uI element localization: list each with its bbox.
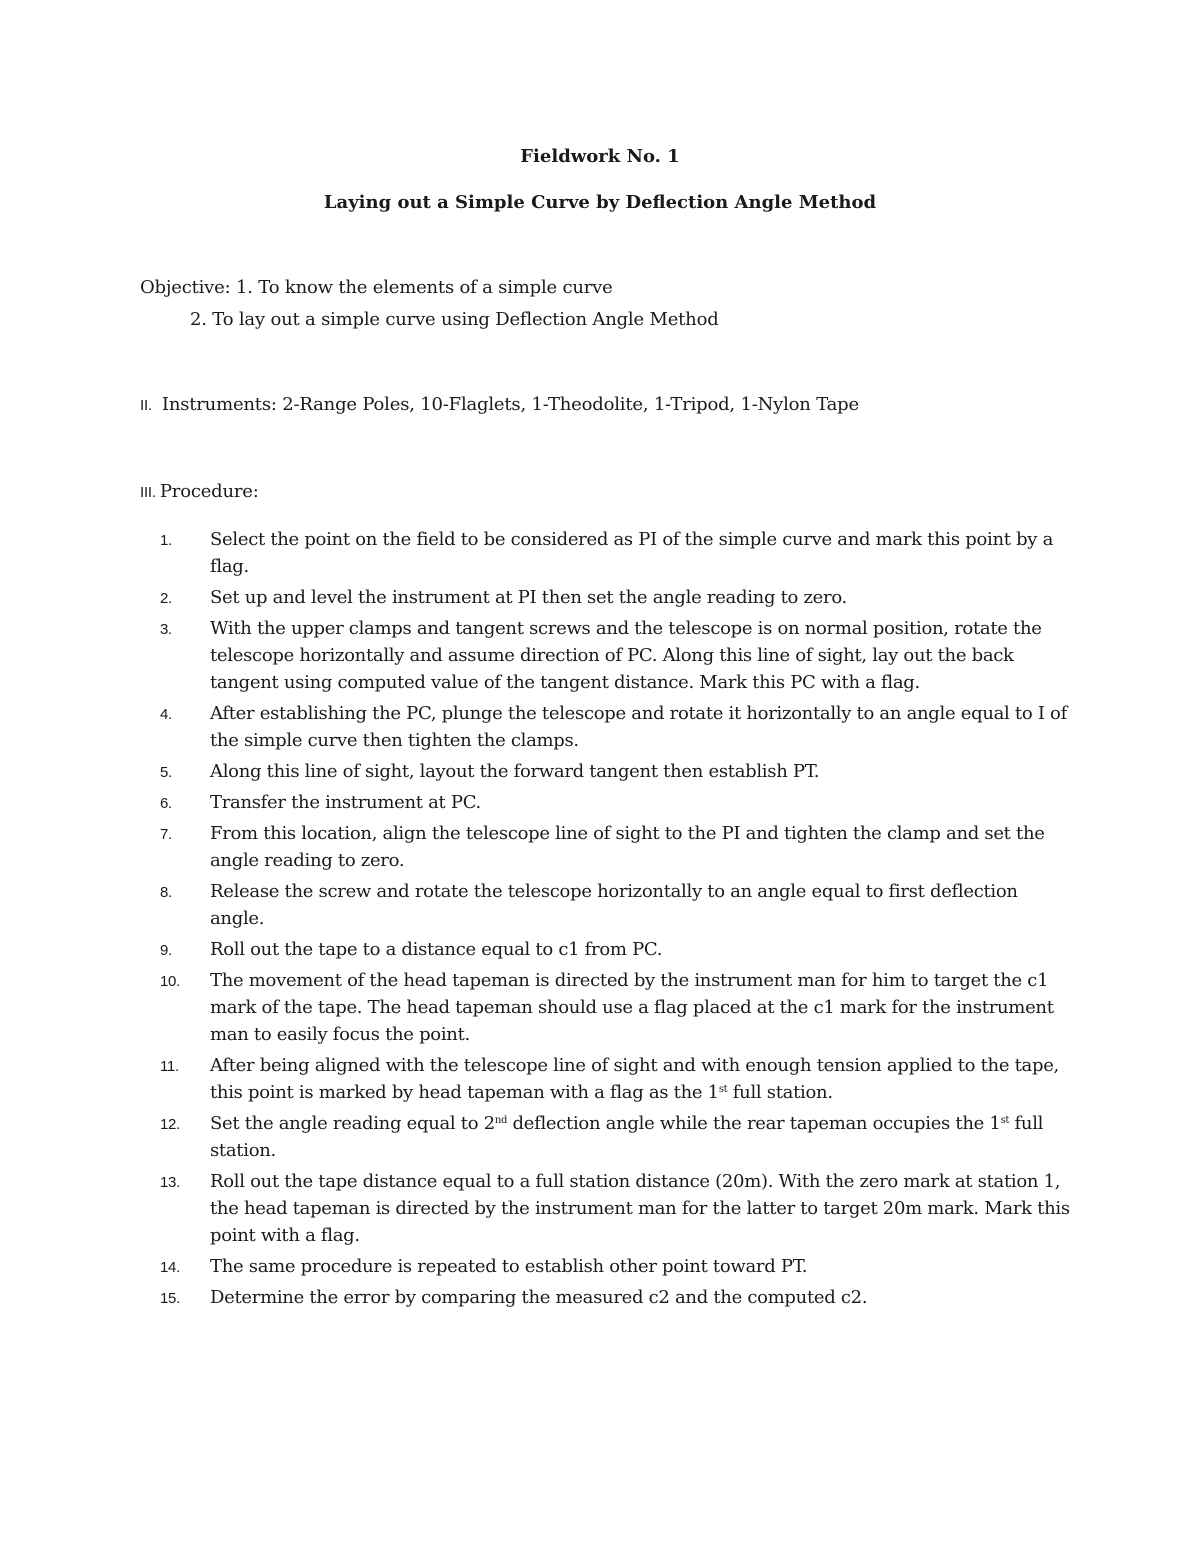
- step-number: 1.: [160, 532, 172, 549]
- step-text: Set up and level the instrument at PI then set the angle reading to zero.: [210, 587, 847, 608]
- step-text: After establishing the PC, plunge the telescope and rotate it horizontally to an angle equal to I of the simple curve then tighten the clamps.: [210, 703, 1067, 751]
- step-number: 3.: [160, 621, 172, 638]
- list-item: [0, 700, 1070, 754]
- instruments-text: Instruments: 2-Range Poles, 10-Flaglets, 1-Theodolite, 1-Tripod, 1-Nylon Tape: [161, 394, 859, 415]
- ordinal-suffix: st: [718, 1084, 728, 1095]
- procedure-label: Procedure:: [159, 481, 259, 502]
- step-number: 8.: [160, 884, 172, 901]
- instruments-section: [140, 394, 859, 415]
- step-number: 11.: [160, 1058, 179, 1075]
- step-number: 9.: [160, 942, 172, 959]
- list-item: [0, 1110, 1070, 1164]
- list-item: [0, 526, 1070, 580]
- step-text: Roll out the tape to a distance equal to c1 from PC.: [210, 939, 663, 960]
- step-text: Transfer the instrument at PC.: [210, 792, 481, 813]
- procedure-steps: [0, 526, 1200, 1315]
- list-item: [0, 878, 1070, 932]
- list-item: [0, 789, 1070, 816]
- section-numeral: II.: [140, 397, 152, 414]
- list-item: [0, 820, 1070, 874]
- objective-item-2: 2. To lay out a simple curve using Deflection Angle Method: [190, 309, 719, 330]
- step-number: 2.: [160, 590, 172, 607]
- step-number: 15.: [160, 1290, 180, 1307]
- step-text-b: deflection angle while the rear tapeman occupies the 1: [507, 1113, 1001, 1134]
- step-text: With the upper clamps and tangent screws and the telescope is on normal position, rotate the telescope horizontally and assume direction of PC. Along this line of sight, lay out the back tangent using computed value of the tangent distance. Mark this PC with a flag.: [210, 618, 1042, 693]
- step-text: The same procedure is repeated to establish other point toward PT.: [210, 1256, 808, 1277]
- list-item: [0, 936, 1070, 963]
- list-item: [0, 1253, 1070, 1280]
- step-text-a: Set the angle reading equal to 2: [210, 1113, 495, 1134]
- document-subtitle: Laying out a Simple Curve by Deflection Angle Method: [323, 192, 877, 213]
- list-item: [0, 967, 1070, 1048]
- step-text: Release the screw and rotate the telescope horizontally to an angle equal to first deflection angle.: [210, 881, 1018, 929]
- step-number: 12.: [160, 1116, 180, 1133]
- step-text: Determine the error by comparing the measured c2 and the computed c2.: [210, 1287, 868, 1308]
- objective-line-1: [140, 277, 613, 298]
- step-number: 6.: [160, 795, 172, 812]
- procedure-heading: [140, 481, 259, 502]
- list-item: [0, 1168, 1070, 1249]
- list-item: [0, 615, 1070, 696]
- step-text: Roll out the tape distance equal to a full station distance (20m). With the zero mark at station 1, the head tapeman is directed by the instrument man for the latter to target 20m mark. Mark this point with a flag.: [210, 1171, 1070, 1246]
- step-number: 10.: [160, 973, 180, 990]
- ordinal-suffix: nd: [494, 1115, 508, 1126]
- list-item: [0, 584, 1070, 611]
- step-number: 13.: [160, 1174, 180, 1191]
- objective-label: Objective:: [140, 277, 231, 298]
- step-number: 5.: [160, 764, 172, 781]
- ordinal-suffix: st: [1000, 1115, 1010, 1126]
- list-item: [0, 1052, 1070, 1106]
- step-number: 4.: [160, 706, 172, 723]
- step-text-b: full station.: [727, 1082, 833, 1103]
- step-text: The movement of the head tapeman is directed by the instrument man for him to target the c1 mark of the tape. The head tapeman should use a flag placed at the c1 mark for the instrument man to easily focus the point.: [210, 970, 1054, 1045]
- step-number: 7.: [160, 826, 172, 843]
- step-text: From this location, align the telescope line of sight to the PI and tighten the clamp and set the angle reading to zero.: [210, 823, 1045, 871]
- section-numeral: III.: [140, 484, 156, 501]
- step-text: Along this line of sight, layout the forward tangent then establish PT.: [210, 761, 820, 782]
- step-text: Select the point on the field to be considered as PI of the simple curve and mark this point by a flag.: [210, 529, 1054, 577]
- list-item: [0, 758, 1070, 785]
- objective-item-1: 1. To know the elements of a simple curve: [236, 277, 613, 298]
- step-text-c: full station.: [210, 1113, 1044, 1161]
- document-title: Fieldwork No. 1: [520, 146, 680, 167]
- step-number: 14.: [160, 1259, 180, 1276]
- step-text-a: After being aligned with the telescope line of sight and with enough tension applied to the tape, this point is marked by head tapeman with a flag as the 1: [210, 1055, 1059, 1103]
- list-item: [0, 1284, 1070, 1311]
